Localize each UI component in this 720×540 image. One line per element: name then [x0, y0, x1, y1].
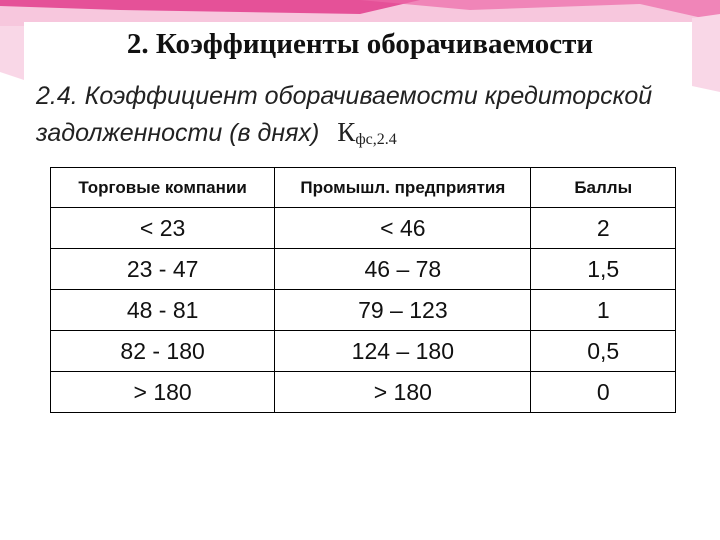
- cell-trading-range: 23 - 47: [51, 249, 275, 290]
- scoring-table: [50, 167, 676, 413]
- table-header-row: [51, 168, 676, 208]
- subtitle-line-1: 2.4. Коэффициент оборачиваемости кредиторской: [36, 82, 653, 110]
- header-trading-companies: Торговые компании: [51, 168, 275, 208]
- cell-trading-range: > 180: [51, 372, 275, 413]
- table-row: [51, 331, 676, 372]
- cell-points: 0: [531, 372, 676, 413]
- coefficient-subtitle: [36, 78, 686, 158]
- cell-trading-range: 82 - 180: [51, 331, 275, 372]
- slide-title: 2. Коэффициенты оборачиваемости: [126, 28, 594, 60]
- table-row: [51, 249, 676, 290]
- table-row: [51, 372, 676, 413]
- coefficient-symbol-main: К: [337, 117, 356, 147]
- cell-trading-range: 48 - 81: [51, 290, 275, 331]
- header-points: Баллы: [531, 168, 676, 208]
- table-row: [51, 290, 676, 331]
- cell-industrial-range: 46 – 78: [275, 249, 531, 290]
- cell-industrial-range: 79 – 123: [275, 290, 531, 331]
- cell-points: 0,5: [531, 331, 676, 372]
- cell-trading-range: < 23: [51, 208, 275, 249]
- coefficient-symbol: [337, 117, 396, 147]
- cell-points: 1: [531, 290, 676, 331]
- cell-industrial-range: 124 – 180: [275, 331, 531, 372]
- subtitle-line-2: задолженности (в днях): [36, 119, 320, 147]
- cell-points: 2: [531, 208, 676, 249]
- header-industrial-enterprises: Промышл. предприятия: [275, 168, 531, 208]
- content-area: [24, 22, 692, 430]
- cell-industrial-range: > 180: [275, 372, 531, 413]
- coefficient-symbol-subscript: фс,2.4: [355, 131, 397, 148]
- cell-points: 1,5: [531, 249, 676, 290]
- cell-industrial-range: < 46: [275, 208, 531, 249]
- table-row: [51, 208, 676, 249]
